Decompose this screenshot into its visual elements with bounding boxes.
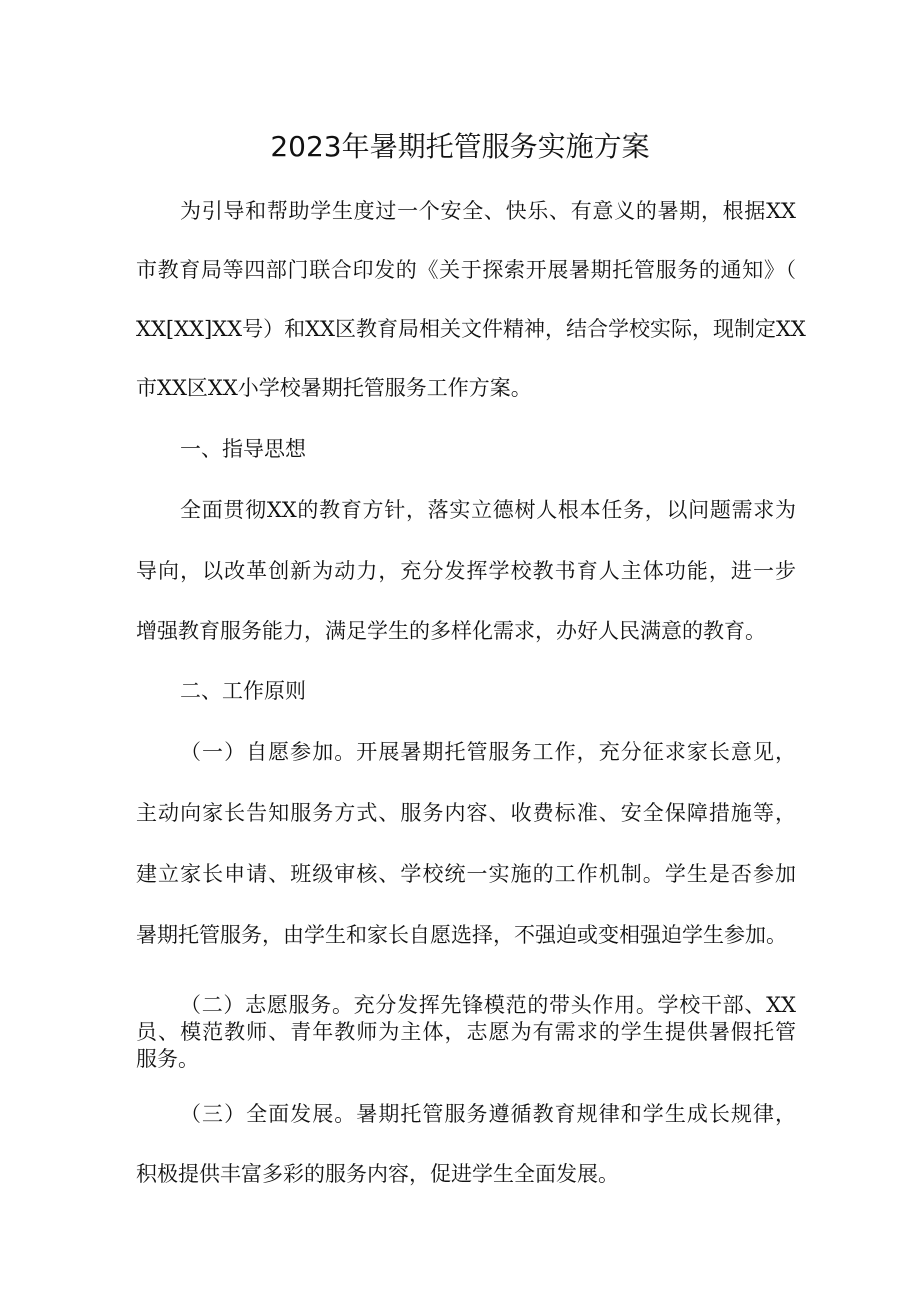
section2-item2-line-2: 员、模范教师、青年教师为主体，志愿为有需求的学生提供暑假托管 xyxy=(136,1020,796,1044)
section2-heading: 二、工作原则 xyxy=(180,679,306,703)
section2-item1-line-3: 建立家长申请、班级审核、学校统一实施的工作机制。学生是否参加 xyxy=(136,862,796,886)
section2-item1-line-1: （一）自愿参加。开展暑期托管服务工作，充分征求家长意见， xyxy=(180,740,796,764)
intro-line-4: 市XX区XX小学校暑期托管服务工作方案。 xyxy=(136,376,532,400)
document-title: 2023年暑期托管服务实施方案 xyxy=(270,130,650,163)
section2-item1-line-4: 暑期托管服务，由学生和家长自愿选择，不强迫或变相强迫学生参加。 xyxy=(136,923,787,947)
intro-line-2: 市教育局等四部门联合印发的《关于探索开展暑期托管服务的通知》（ xyxy=(136,258,796,282)
section1-line-3: 增强教育服务能力，满足学生的多样化需求，办好人民满意的教育。 xyxy=(136,619,766,643)
section2-item3-line-2: 积极提供丰富多彩的服务内容，促进学生全面发展。 xyxy=(136,1162,619,1186)
intro-line-3: XX[XX]XX号）和XX区教育局相关文件精神，结合学校实际，现制定XX xyxy=(136,317,806,341)
section2-item2-line-1: （二）志愿服务。充分发挥先锋模范的带头作用。学校干部、XX xyxy=(180,993,796,1017)
section2-item3-line-1: （三）全面发展。暑期托管服务遵循教育规律和学生成长规律， xyxy=(180,1102,796,1126)
section1-heading: 一、指导思想 xyxy=(180,437,306,461)
section1-line-2: 导向，以改革创新为动力，充分发挥学校教书育人主体功能，进一步 xyxy=(136,559,796,583)
section2-item2-line-3: 服务。 xyxy=(136,1047,199,1071)
intro-line-1: 为引导和帮助学生度过一个安全、快乐、有意义的暑期，根据XX xyxy=(180,199,796,223)
section2-item1-line-2: 主动向家长告知服务方式、服务内容、收费标准、安全保障措施等， xyxy=(136,801,796,825)
section1-line-1: 全面贯彻XX的教育方针，落实立德树人根本任务，以问题需求为 xyxy=(180,498,796,522)
